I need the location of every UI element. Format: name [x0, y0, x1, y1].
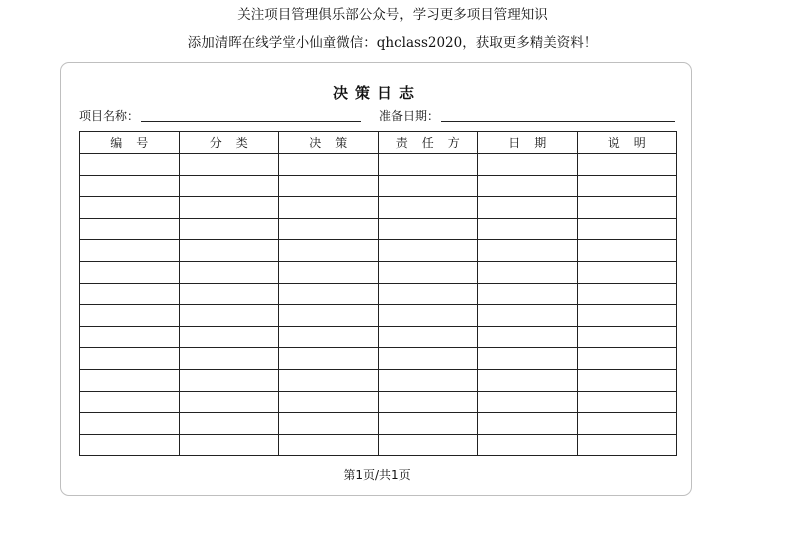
table-cell[interactable]: [478, 154, 578, 176]
table-cell[interactable]: [478, 175, 578, 197]
table-cell[interactable]: [179, 369, 279, 391]
table-cell[interactable]: [179, 391, 279, 413]
table-body: [80, 154, 677, 456]
table-cell[interactable]: [577, 197, 677, 219]
table-row: [80, 369, 677, 391]
table-row: [80, 283, 677, 305]
document-card: [60, 62, 692, 496]
table-cell[interactable]: [179, 197, 279, 219]
page-footer: 第1页/共1页: [343, 468, 411, 482]
prep-date-label: 准备日期：: [379, 109, 440, 123]
table-cell[interactable]: [179, 261, 279, 283]
table-cell[interactable]: [80, 240, 180, 262]
table-cell[interactable]: [577, 218, 677, 240]
table-row: [80, 305, 677, 327]
table-cell[interactable]: [478, 326, 578, 348]
table-row: [80, 197, 677, 219]
column-header-owner: 责任方: [378, 132, 478, 154]
table-cell[interactable]: [179, 326, 279, 348]
table-cell[interactable]: [179, 305, 279, 327]
table-cell[interactable]: [577, 305, 677, 327]
table-cell[interactable]: [279, 434, 379, 456]
table-cell[interactable]: [478, 261, 578, 283]
table-cell[interactable]: [80, 175, 180, 197]
project-name-label: 项目名称：: [79, 109, 140, 123]
table-cell[interactable]: [378, 305, 478, 327]
table-cell[interactable]: [378, 218, 478, 240]
table-cell[interactable]: [179, 218, 279, 240]
table-cell[interactable]: [378, 348, 478, 370]
table-cell[interactable]: [378, 369, 478, 391]
table-cell[interactable]: [378, 175, 478, 197]
table-cell[interactable]: [279, 369, 379, 391]
table-row: [80, 240, 677, 262]
table-cell[interactable]: [577, 154, 677, 176]
table-cell[interactable]: [577, 369, 677, 391]
column-header-category: 分类: [179, 132, 279, 154]
table-cell[interactable]: [279, 197, 379, 219]
table-cell[interactable]: [577, 261, 677, 283]
table-cell[interactable]: [279, 154, 379, 176]
table-cell[interactable]: [478, 305, 578, 327]
table-cell[interactable]: [80, 218, 180, 240]
table-cell[interactable]: [378, 261, 478, 283]
table-row: [80, 413, 677, 435]
column-header-date: 日期: [478, 132, 578, 154]
column-header-notes: 说明: [577, 132, 677, 154]
table-cell[interactable]: [378, 434, 478, 456]
table-cell[interactable]: [279, 391, 379, 413]
prep-date-field[interactable]: [441, 121, 675, 122]
table-cell[interactable]: [279, 326, 379, 348]
table-cell[interactable]: [478, 218, 578, 240]
table-cell[interactable]: [577, 391, 677, 413]
table-cell[interactable]: [179, 154, 279, 176]
table-row: [80, 154, 677, 176]
table-row: [80, 326, 677, 348]
table-cell[interactable]: [577, 434, 677, 456]
table-cell[interactable]: [179, 413, 279, 435]
table-cell[interactable]: [279, 413, 379, 435]
table-cell[interactable]: [80, 154, 180, 176]
table-cell[interactable]: [577, 348, 677, 370]
table-cell[interactable]: [378, 154, 478, 176]
table-cell[interactable]: [80, 197, 180, 219]
table-cell[interactable]: [577, 283, 677, 305]
table-cell[interactable]: [279, 175, 379, 197]
table-cell[interactable]: [478, 413, 578, 435]
table-cell[interactable]: [80, 261, 180, 283]
table-cell[interactable]: [478, 197, 578, 219]
table-cell[interactable]: [378, 197, 478, 219]
table-cell[interactable]: [179, 175, 279, 197]
table-cell[interactable]: [179, 348, 279, 370]
table-cell[interactable]: [577, 326, 677, 348]
column-header-decision: 决策: [279, 132, 379, 154]
table-cell[interactable]: [378, 240, 478, 262]
table-cell[interactable]: [378, 391, 478, 413]
table-cell[interactable]: [279, 240, 379, 262]
table-row: [80, 261, 677, 283]
project-name-field[interactable]: [141, 121, 361, 122]
table-cell[interactable]: [279, 305, 379, 327]
table-row: [80, 391, 677, 413]
table-cell[interactable]: [80, 305, 180, 327]
table-cell[interactable]: [478, 283, 578, 305]
table-cell[interactable]: [577, 240, 677, 262]
table-row: [80, 348, 677, 370]
table-cell[interactable]: [80, 348, 180, 370]
document-title: 决策日志: [332, 84, 421, 102]
table-cell[interactable]: [378, 413, 478, 435]
table-cell[interactable]: [279, 283, 379, 305]
table-cell[interactable]: [577, 175, 677, 197]
table-row: [80, 175, 677, 197]
table-cell[interactable]: [577, 413, 677, 435]
table-cell[interactable]: [179, 434, 279, 456]
table-cell[interactable]: [279, 261, 379, 283]
table-cell[interactable]: [478, 391, 578, 413]
promo-line-1: 关注项目管理俱乐部公众号，学习更多项目管理知识: [237, 7, 548, 23]
table-row: [80, 218, 677, 240]
table-row: [80, 434, 677, 456]
table-cell[interactable]: [478, 348, 578, 370]
promo-line-2: 添加清晖在线学堂小仙童微信：qhclass2020，获取更多精美资料！: [187, 35, 598, 51]
table-cell[interactable]: [478, 240, 578, 262]
table-cell[interactable]: [378, 326, 478, 348]
table-cell[interactable]: [80, 434, 180, 456]
table-cell[interactable]: [478, 369, 578, 391]
table-cell[interactable]: [80, 326, 180, 348]
table-cell[interactable]: [179, 240, 279, 262]
table-cell[interactable]: [179, 283, 279, 305]
table-cell[interactable]: [80, 413, 180, 435]
table-cell[interactable]: [80, 369, 180, 391]
table-cell[interactable]: [279, 348, 379, 370]
table-cell[interactable]: [279, 218, 379, 240]
table-header-row: [80, 132, 677, 154]
table-cell[interactable]: [378, 283, 478, 305]
table-cell[interactable]: [80, 391, 180, 413]
column-header-number: 编号: [80, 132, 180, 154]
table-cell[interactable]: [478, 434, 578, 456]
table-cell[interactable]: [80, 283, 180, 305]
decision-log-table: [79, 131, 677, 456]
